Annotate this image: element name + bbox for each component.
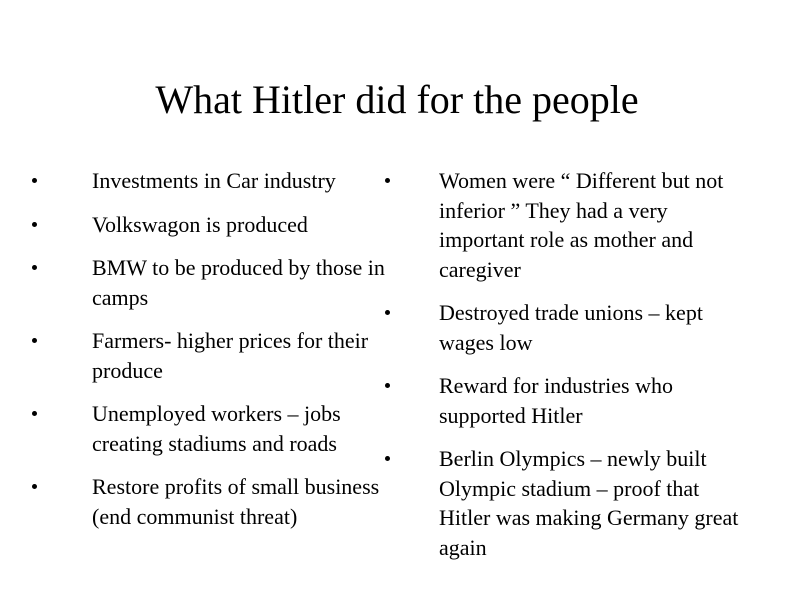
list-item: [92, 399, 397, 458]
list-item-text: Destroyed trade unions – kept wages low: [439, 300, 703, 355]
list-item-text: Unemployed workers – jobs creating stadiums and roads: [92, 401, 341, 456]
list-item-text: Volkswagon is produced: [92, 211, 308, 237]
list-item-text: Women were “ Different but not inferior ” They had a very important role as mother and caregiver: [439, 168, 724, 282]
list-item: [439, 371, 739, 430]
list-item: [92, 166, 397, 196]
list-item-text: Berlin Olympics – newly built Olympic stadium – proof that Hitler was making Germany great again: [439, 446, 739, 560]
list-item: [92, 472, 397, 531]
right-bullet-list: [439, 166, 739, 576]
bullet-dot-icon: [385, 310, 390, 315]
bullet-dot-icon: [32, 222, 37, 227]
list-item: [92, 210, 397, 240]
list-item: [439, 444, 739, 562]
bullet-dot-icon: [32, 178, 37, 183]
bullet-dot-icon: [32, 484, 37, 489]
slide-title: What Hitler did for the people: [155, 77, 639, 122]
list-item: [92, 326, 397, 385]
bullet-dot-icon: [32, 338, 37, 343]
list-item: [439, 166, 739, 284]
list-item-text: BMW to be produced by those in camps: [92, 255, 385, 310]
list-item-text: Farmers- higher prices for their produce: [92, 328, 369, 383]
left-bullet-list: [92, 166, 397, 545]
bullet-dot-icon: [385, 178, 390, 183]
bullet-dot-icon: [385, 383, 390, 388]
list-item: [92, 253, 397, 312]
bullet-dot-icon: [32, 265, 37, 270]
bullet-dot-icon: [385, 456, 390, 461]
list-item-text: Reward for industries who supported Hitler: [439, 373, 674, 428]
bullet-dot-icon: [32, 411, 37, 416]
list-item-text: Investments in Car industry: [92, 168, 336, 193]
list-item: [439, 298, 739, 357]
list-item-text: Restore profits of small business (end communist threat): [92, 474, 380, 529]
